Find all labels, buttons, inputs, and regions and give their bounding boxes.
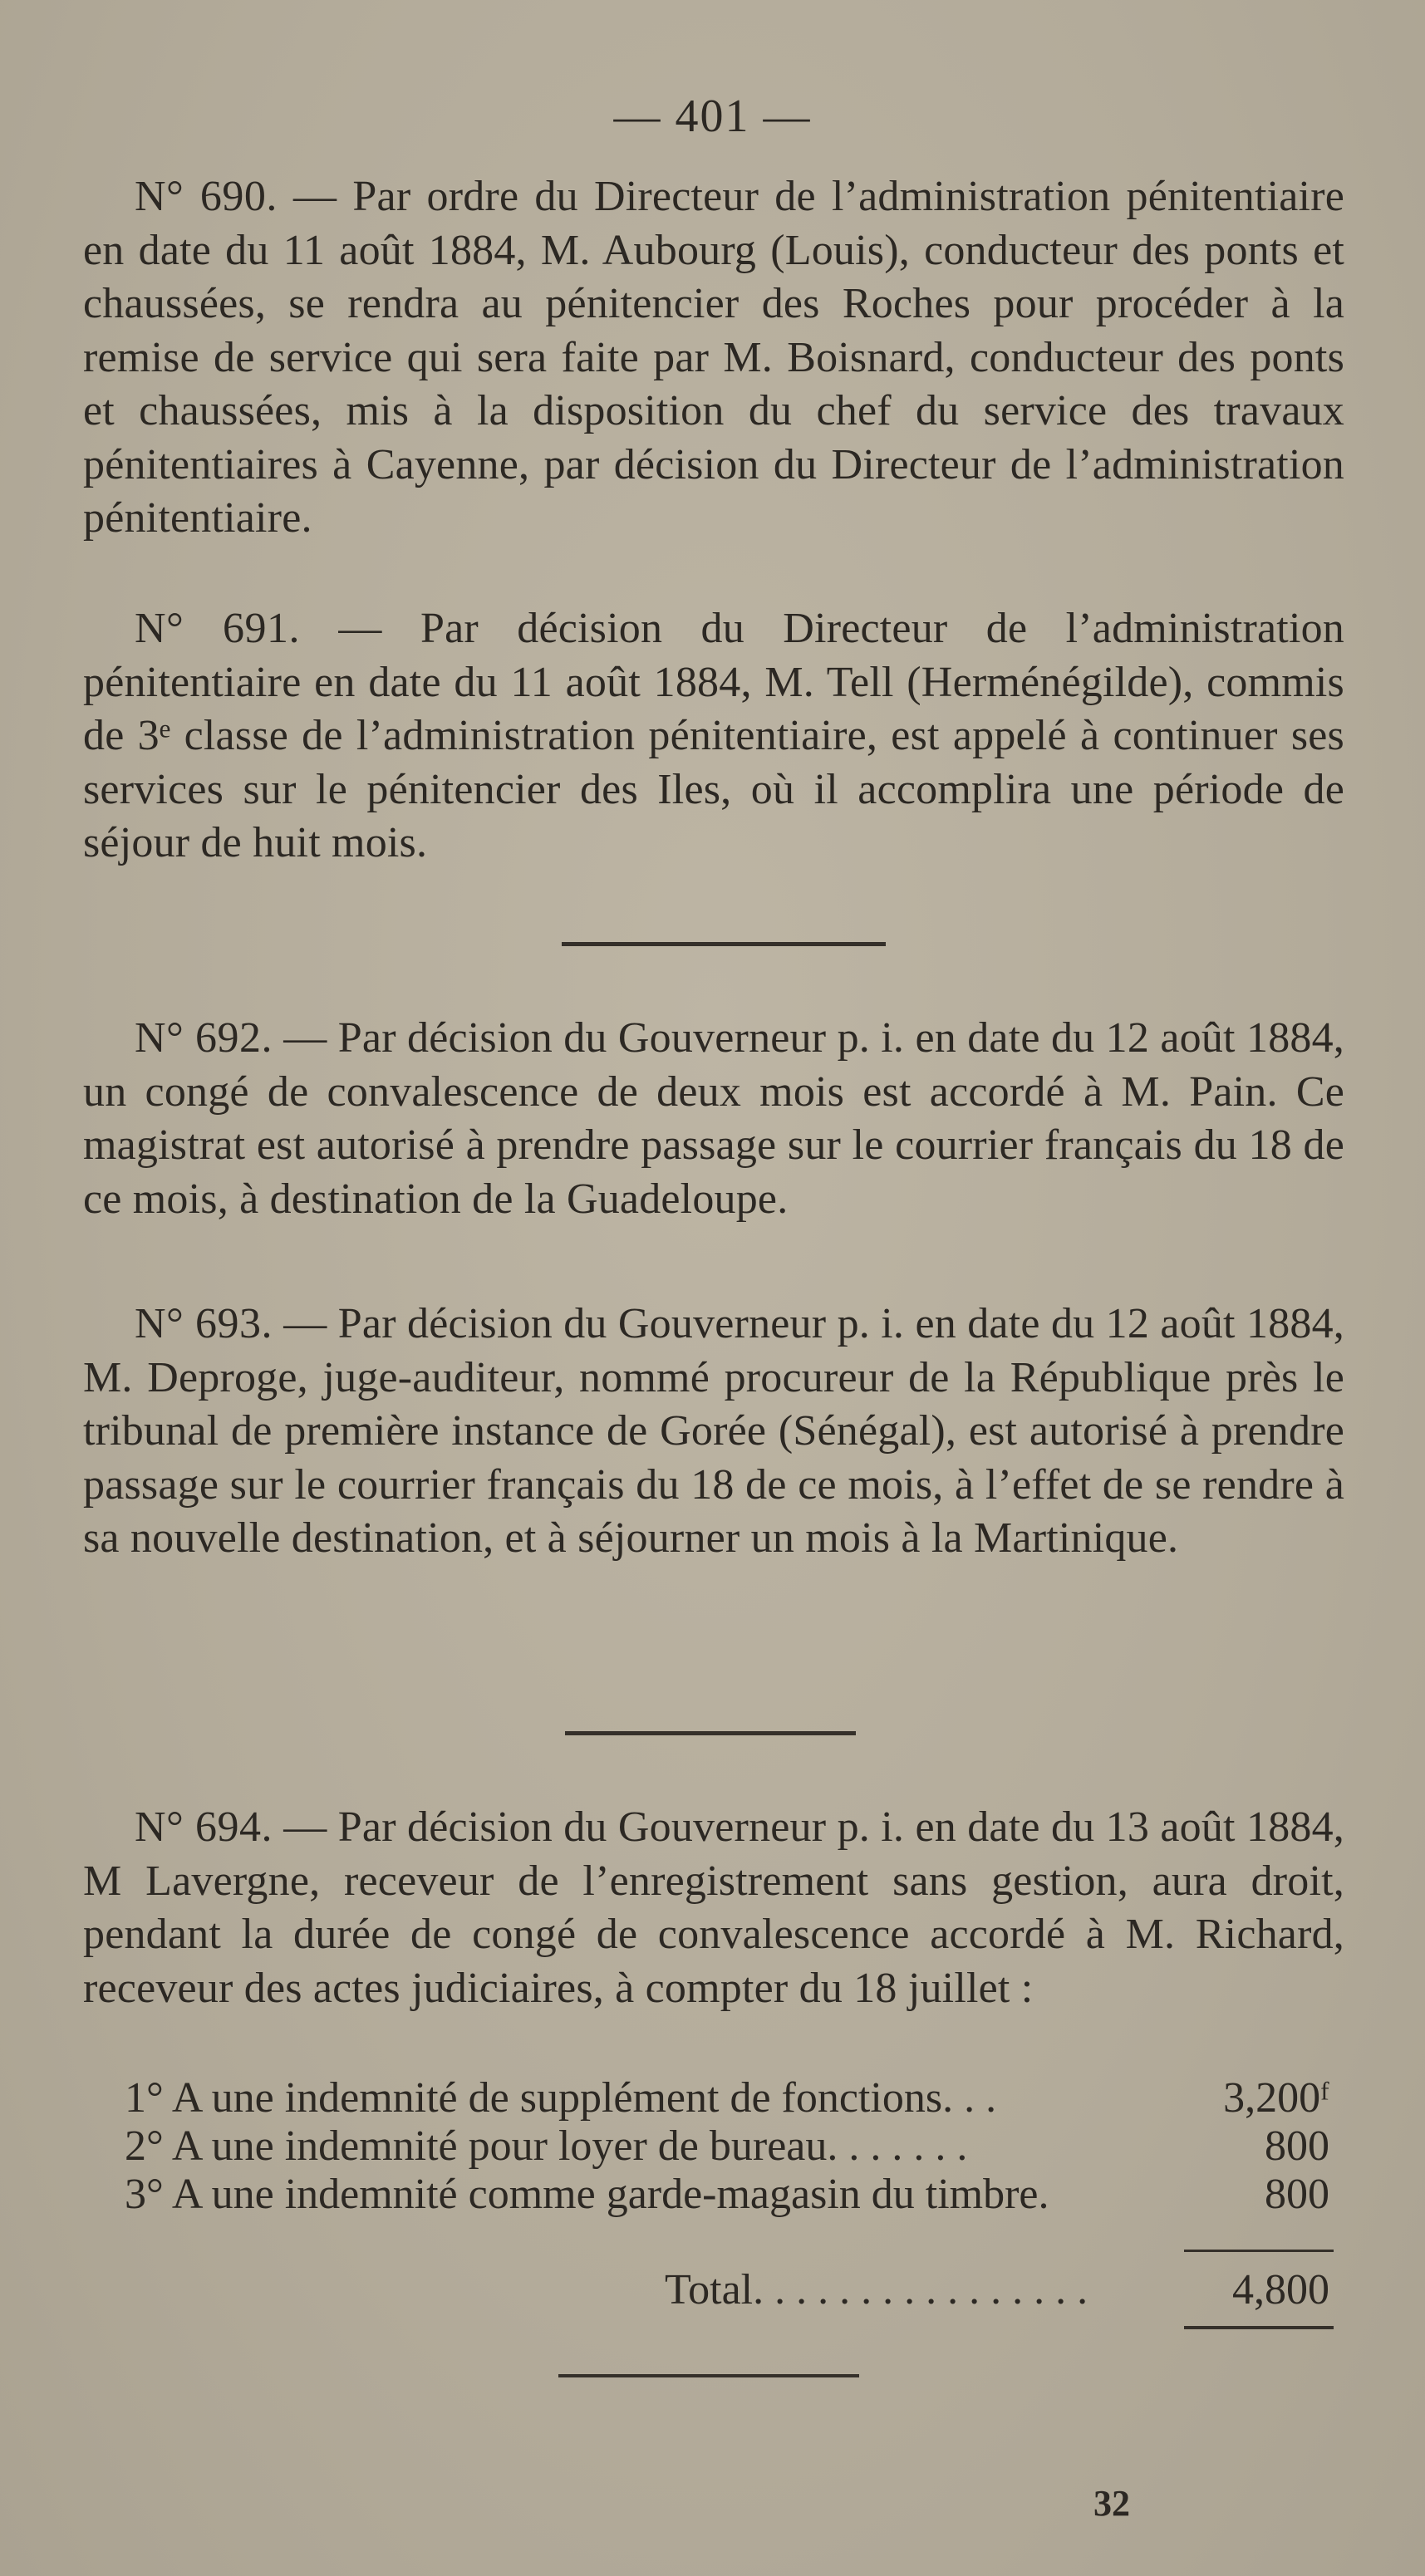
- entry-number: N° 693.: [135, 1300, 273, 1347]
- entry-text: — Par décision du Gouverneur p. i. en date du 12 août 1884, un congé de convalescence de deux mois est accordé à M. Pain. Ce magistrat est autorisé à prendre passage sur le courrier français du 18 de ce mois, à destination de la Guadeloupe.: [83, 1014, 1344, 1223]
- entry-text: — Par ordre du Directeur de l’administration pénitentiaire en date du 11 août 1884, M. Aubourg (Louis), conducteur des ponts et chaussées, se rendra au pénitencier des Roches pour procéder à la remise de service qui sera faite par M. Boisnard, conducteur des ponts et chaussées, mis à la disposition du chef du service des travaux pénitentiaires à Cayenne, par décision du Directeur de l’administration pénitentiaire.: [83, 173, 1344, 542]
- entry-text: — Par décision du Gouverneur p. i. en date du 12 août 1884, M. Deproge, juge-auditeur, nommé procureur de la République près le tribunal de première instance de Gorée (Sénégal), est autorisé à prendre passage sur le courrier français du 18 de ce mois, à l’effet de se rendre à sa nouvelle destination, et à séjourner un mois à la Martinique.: [83, 1300, 1344, 1562]
- entry-number: N° 694.: [135, 1803, 273, 1851]
- page-number: 32: [1093, 2483, 1130, 2524]
- entry-692: [83, 1012, 1344, 1226]
- section-divider: [562, 942, 886, 946]
- entry-paragraph: [83, 170, 1344, 546]
- entry-number: N° 692.: [135, 1014, 273, 1062]
- allowance-amount: 800: [1265, 2122, 1329, 2170]
- entry-text: — Par décision du Gouverneur p. i. en date du 13 août 1884, M Lavergne, receveur de l’enregistrement sans gestion, aura droit, pendant la durée de congé de convalescence accordé à M. Richard, receveur des actes judiciaires, à compter du 18 juillet :: [83, 1803, 1344, 2012]
- sum-rule: [1184, 2250, 1334, 2252]
- entry-paragraph: [83, 1012, 1344, 1226]
- total-underline: [1184, 2326, 1334, 2329]
- allowance-amount: 3,200ᶠ: [1223, 2074, 1329, 2122]
- entry-693: [83, 1298, 1344, 1566]
- allowance-list: [125, 2074, 1338, 2219]
- list-item: [125, 2171, 1338, 2219]
- total-amount: 4,800: [1232, 2266, 1329, 2313]
- entry-paragraph: [83, 602, 1344, 871]
- entry-691: [83, 602, 1344, 871]
- entry-694: [83, 1801, 1344, 2015]
- list-item: [125, 2074, 1338, 2122]
- entry-paragraph: [83, 1801, 1344, 2015]
- entry-690: [83, 170, 1344, 546]
- list-item: [125, 2122, 1338, 2171]
- page-header: — 401 —: [613, 91, 812, 142]
- section-divider: [558, 2374, 859, 2377]
- allowance-label: 1° A une indemnité de supplément de fonctions. . .: [125, 2074, 997, 2122]
- section-divider: [565, 1731, 856, 1735]
- entry-number: N° 690.: [135, 173, 278, 220]
- entry-number: N° 691.: [135, 605, 301, 652]
- entry-text: — Par décision du Directeur de l’administration pénitentiaire en date du 11 août 1884, M. Tell (Herménégilde), commis de 3ᵉ classe de l’administration pénitentiaire, est appelé à continuer ses services sur le pénitencier des Iles, où il accomplira une période de séjour de huit mois.: [83, 605, 1344, 866]
- entry-paragraph: [83, 1298, 1344, 1566]
- allowance-label: 2° A une indemnité pour loyer de bureau. . . . . . .: [125, 2122, 968, 2170]
- total-label: Total. . . . . . . . . . . . . . . .: [665, 2266, 1088, 2313]
- allowance-label: 3° A une indemnité comme garde-magasin du timbre.: [125, 2171, 1049, 2218]
- allowance-amount: 800: [1265, 2171, 1329, 2218]
